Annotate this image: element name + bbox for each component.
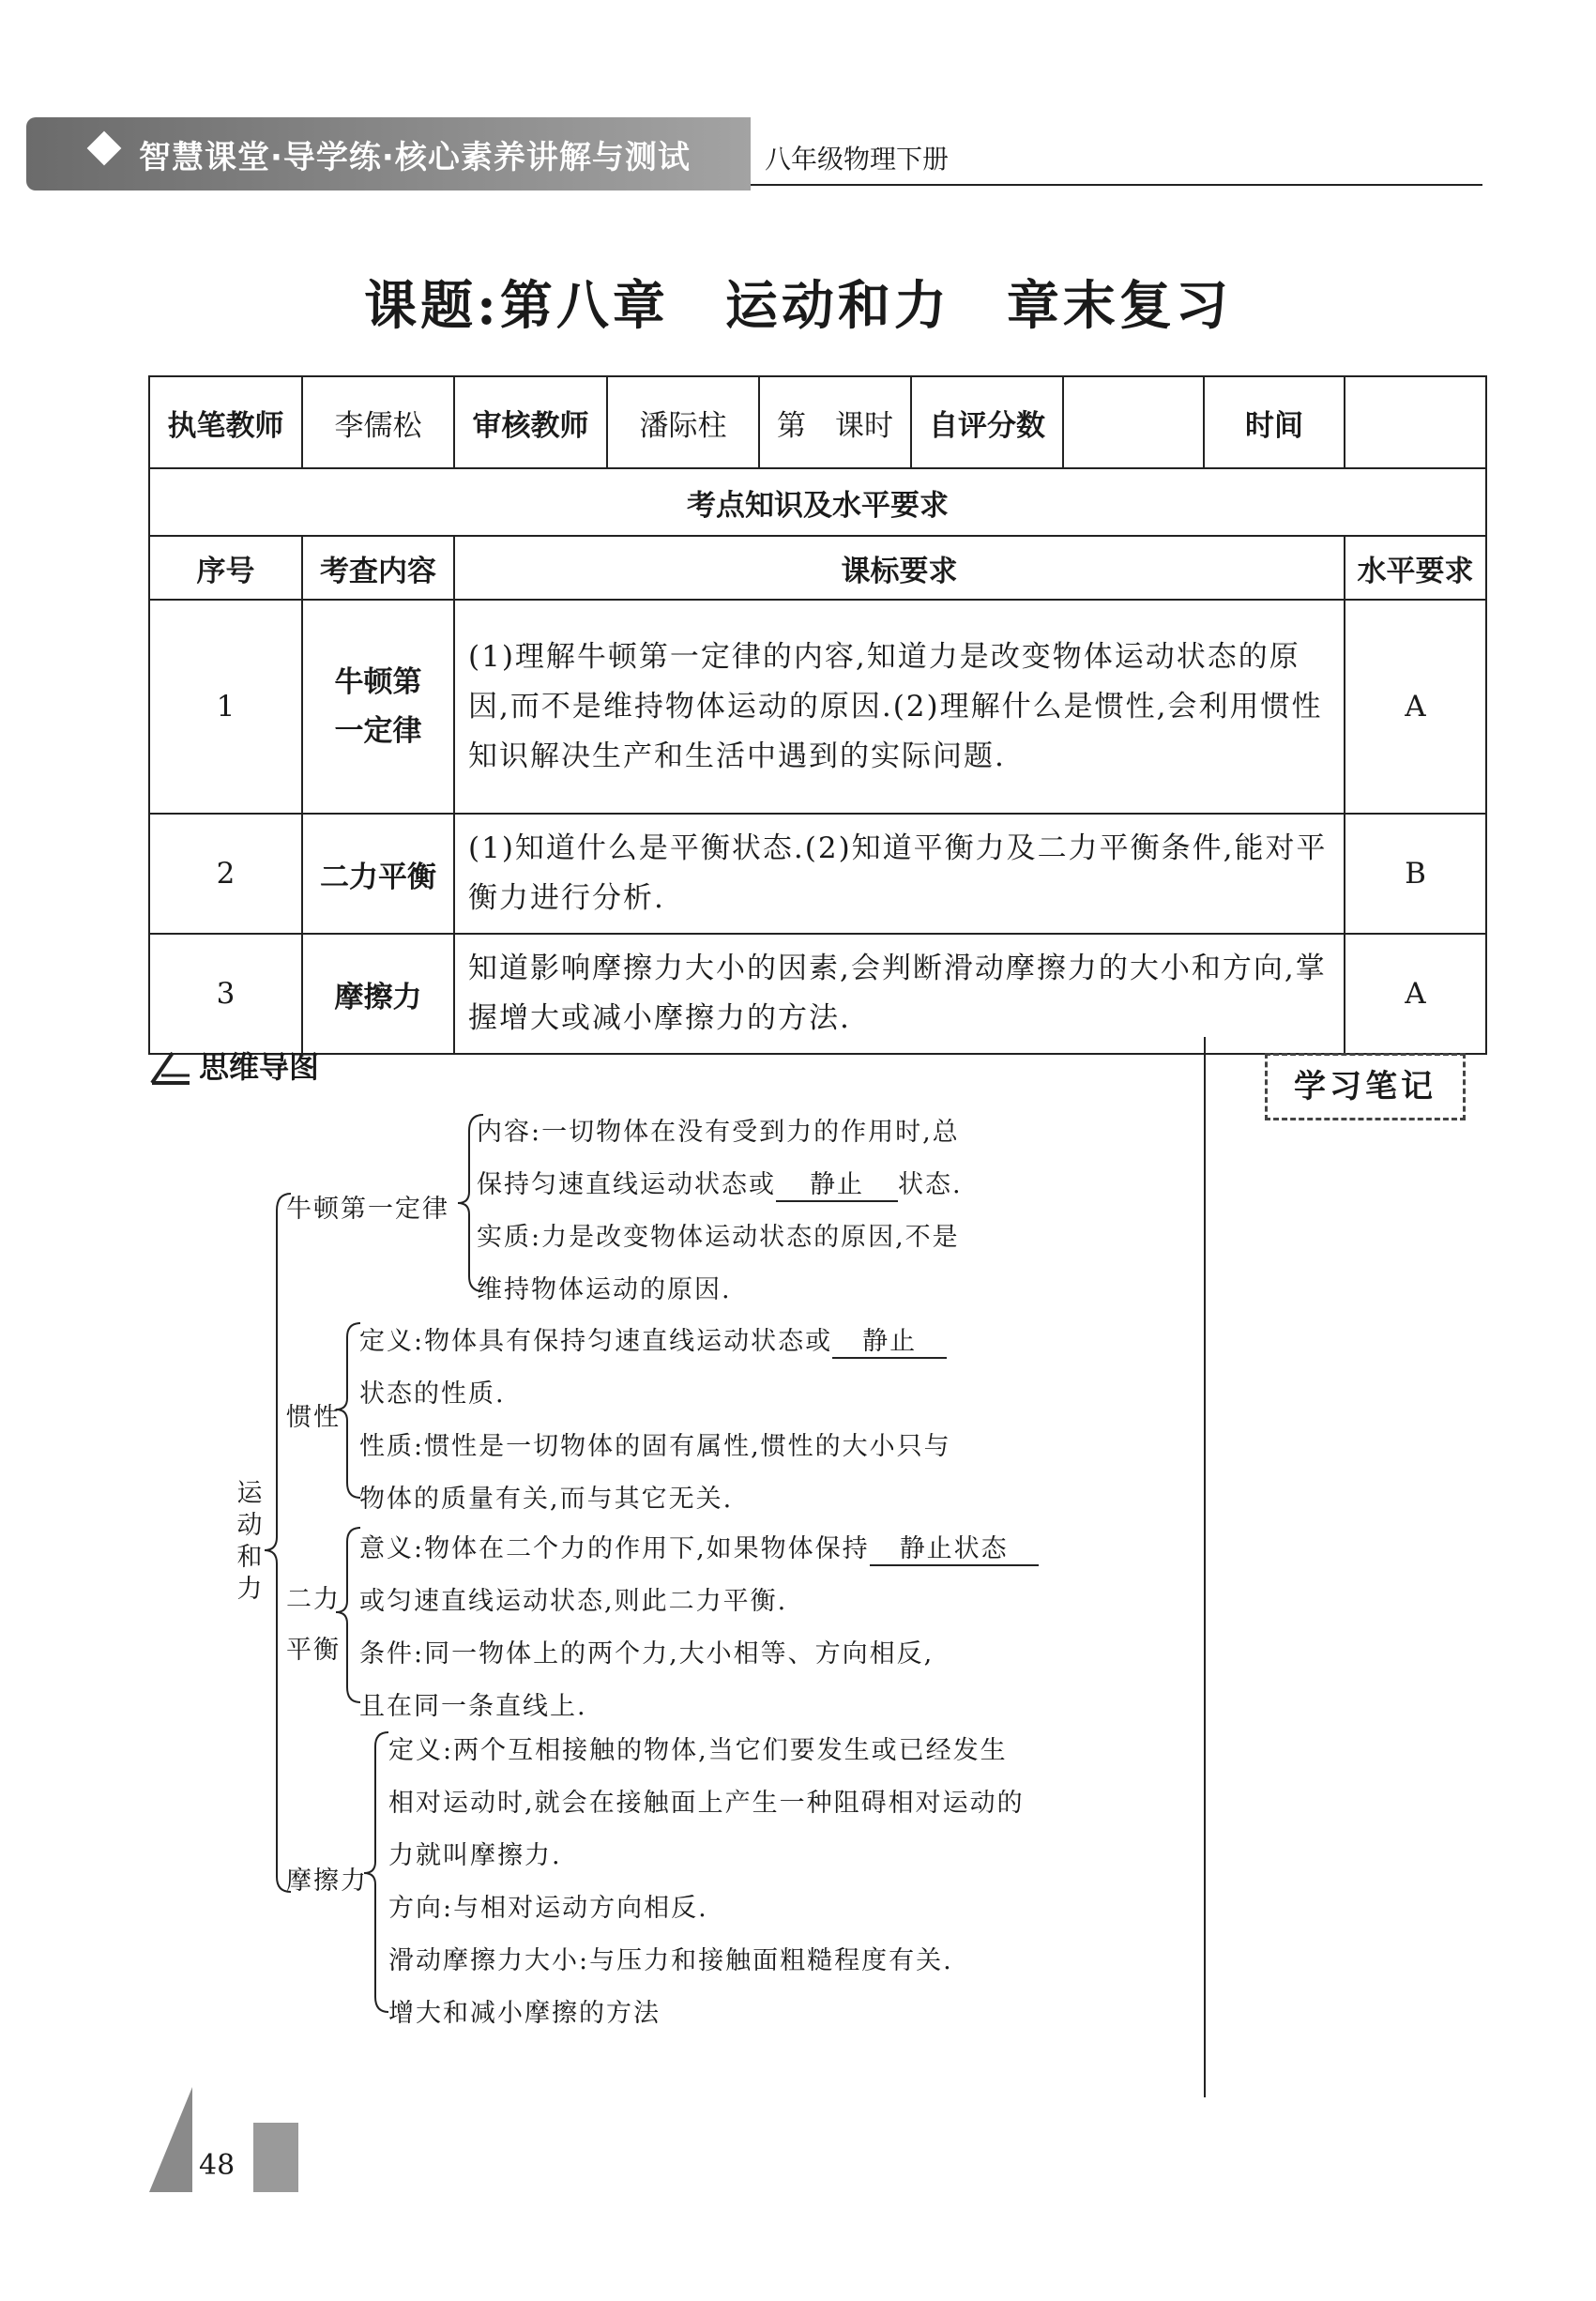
inertia-definition-2: 状态的性质. <box>359 1379 506 1409</box>
reviewer-label: 审核教师 <box>454 376 607 468</box>
row-topic: 二力平衡 <box>302 814 454 934</box>
time-label: 时间 <box>1204 376 1345 468</box>
friction-direction: 方向:与相对运动方向相反. <box>388 1894 708 1923</box>
row-level: A <box>1345 600 1486 814</box>
col-header-topic: 考查内容 <box>302 536 454 600</box>
series-title: 智慧课堂·导学练·核心素养讲解与测试 <box>139 139 691 176</box>
newton-essence-1: 实质:力是改变物体运动状态的原因,不是 <box>477 1223 960 1252</box>
period-cell: 第 课时 <box>759 376 911 468</box>
answer-blank: 静止 <box>776 1164 898 1202</box>
row-requirement: (1)理解牛顿第一定律的内容,知道力是改变物体运动状态的原因,而不是维持物体运动的原因.(2)理解什么是惯性,会利用惯性知识解决生产和生活中遇到的实际问题. <box>454 600 1345 814</box>
newton-content-2: 保持匀速直线运动状态或 静止 状态. <box>477 1164 963 1202</box>
newton-essence-2: 维持物体运动的原因. <box>477 1275 732 1304</box>
balance-condition-2: 且在同一条直线上. <box>359 1692 587 1721</box>
root-label: 运动和力 <box>236 1479 265 1604</box>
author-name: 李儒松 <box>302 376 454 468</box>
inertia-property-2: 物体的质量有关,而与其它无关. <box>359 1485 734 1514</box>
mindmap-heading: 思维导图 <box>199 1049 320 1085</box>
balance-condition-1: 条件:同一物体上的两个力,大小相等、方向相反, <box>359 1639 935 1669</box>
inertia-definition-1: 定义:物体具有保持匀速直线运动状态或 静止 <box>359 1320 947 1359</box>
friction-definition-2: 相对运动时,就会在接触面上产生一种阻碍相对运动的 <box>388 1789 1025 1818</box>
footer-block <box>253 2123 298 2192</box>
lesson-title: 课题:第八章 运动和力 章末复习 <box>364 275 1232 337</box>
friction-magnitude: 滑动摩擦力大小:与压力和接触面粗糙程度有关. <box>388 1946 953 1975</box>
row-no: 2 <box>149 814 302 934</box>
col-header-level: 水平要求 <box>1345 536 1486 600</box>
row-topic: 牛顿第一定律 <box>302 600 454 814</box>
book-title: 八年级物理下册 <box>765 144 950 175</box>
friction-methods: 增大和减小摩擦的方法 <box>388 1999 661 2028</box>
inertia-property-1: 性质:惯性是一切物体的固有属性,惯性的大小只与 <box>359 1432 951 1461</box>
row-no: 1 <box>149 600 302 814</box>
col-header-requirement: 课标要求 <box>454 536 1345 600</box>
balance-label-1: 二力 <box>286 1585 341 1614</box>
author-label: 执笔教师 <box>149 376 302 468</box>
row-topic: 摩擦力 <box>302 934 454 1054</box>
page-number: 48 <box>199 2149 236 2182</box>
inertia-label: 惯性 <box>286 1403 341 1432</box>
newton-content-1: 内容:一切物体在没有受到力的作用时,总 <box>477 1118 960 1147</box>
friction-definition-3: 力就叫摩擦力. <box>388 1841 562 1870</box>
balance-meaning-2: 或匀速直线运动状态,则此二力平衡. <box>359 1587 788 1616</box>
answer-blank: 静止 <box>832 1320 947 1359</box>
newton-label: 牛顿第一定律 <box>286 1195 449 1224</box>
balance-meaning-1: 意义:物体在二个力的作用下,如果物体保持 静止状态 <box>359 1528 1039 1566</box>
row-requirement: (1)知道什么是平衡状态.(2)知道平衡力及二力平衡条件,能对平衡力进行分析. <box>454 814 1345 934</box>
score-label: 自评分数 <box>911 376 1063 468</box>
study-notes-label: 学习笔记 <box>1265 1053 1466 1120</box>
row-level: A <box>1345 934 1486 1054</box>
section-title: 考点知识及水平要求 <box>149 468 1486 536</box>
friction-label: 摩擦力 <box>286 1867 368 1896</box>
answer-blank: 静止状态 <box>870 1528 1039 1566</box>
row-no: 3 <box>149 934 302 1054</box>
balance-label-2: 平衡 <box>286 1636 341 1665</box>
row-requirement: 知道影响摩擦力大小的因素,会判断滑动摩擦力的大小和方向,掌握增大或减小摩擦力的方法. <box>454 934 1345 1054</box>
col-header-no: 序号 <box>149 536 302 600</box>
friction-definition-1: 定义:两个互相接触的物体,当它们要发生或已经发生 <box>388 1736 1008 1765</box>
reviewer-name: 潘际柱 <box>607 376 759 468</box>
footer-triangle <box>145 2085 202 2194</box>
row-level: B <box>1345 814 1486 934</box>
